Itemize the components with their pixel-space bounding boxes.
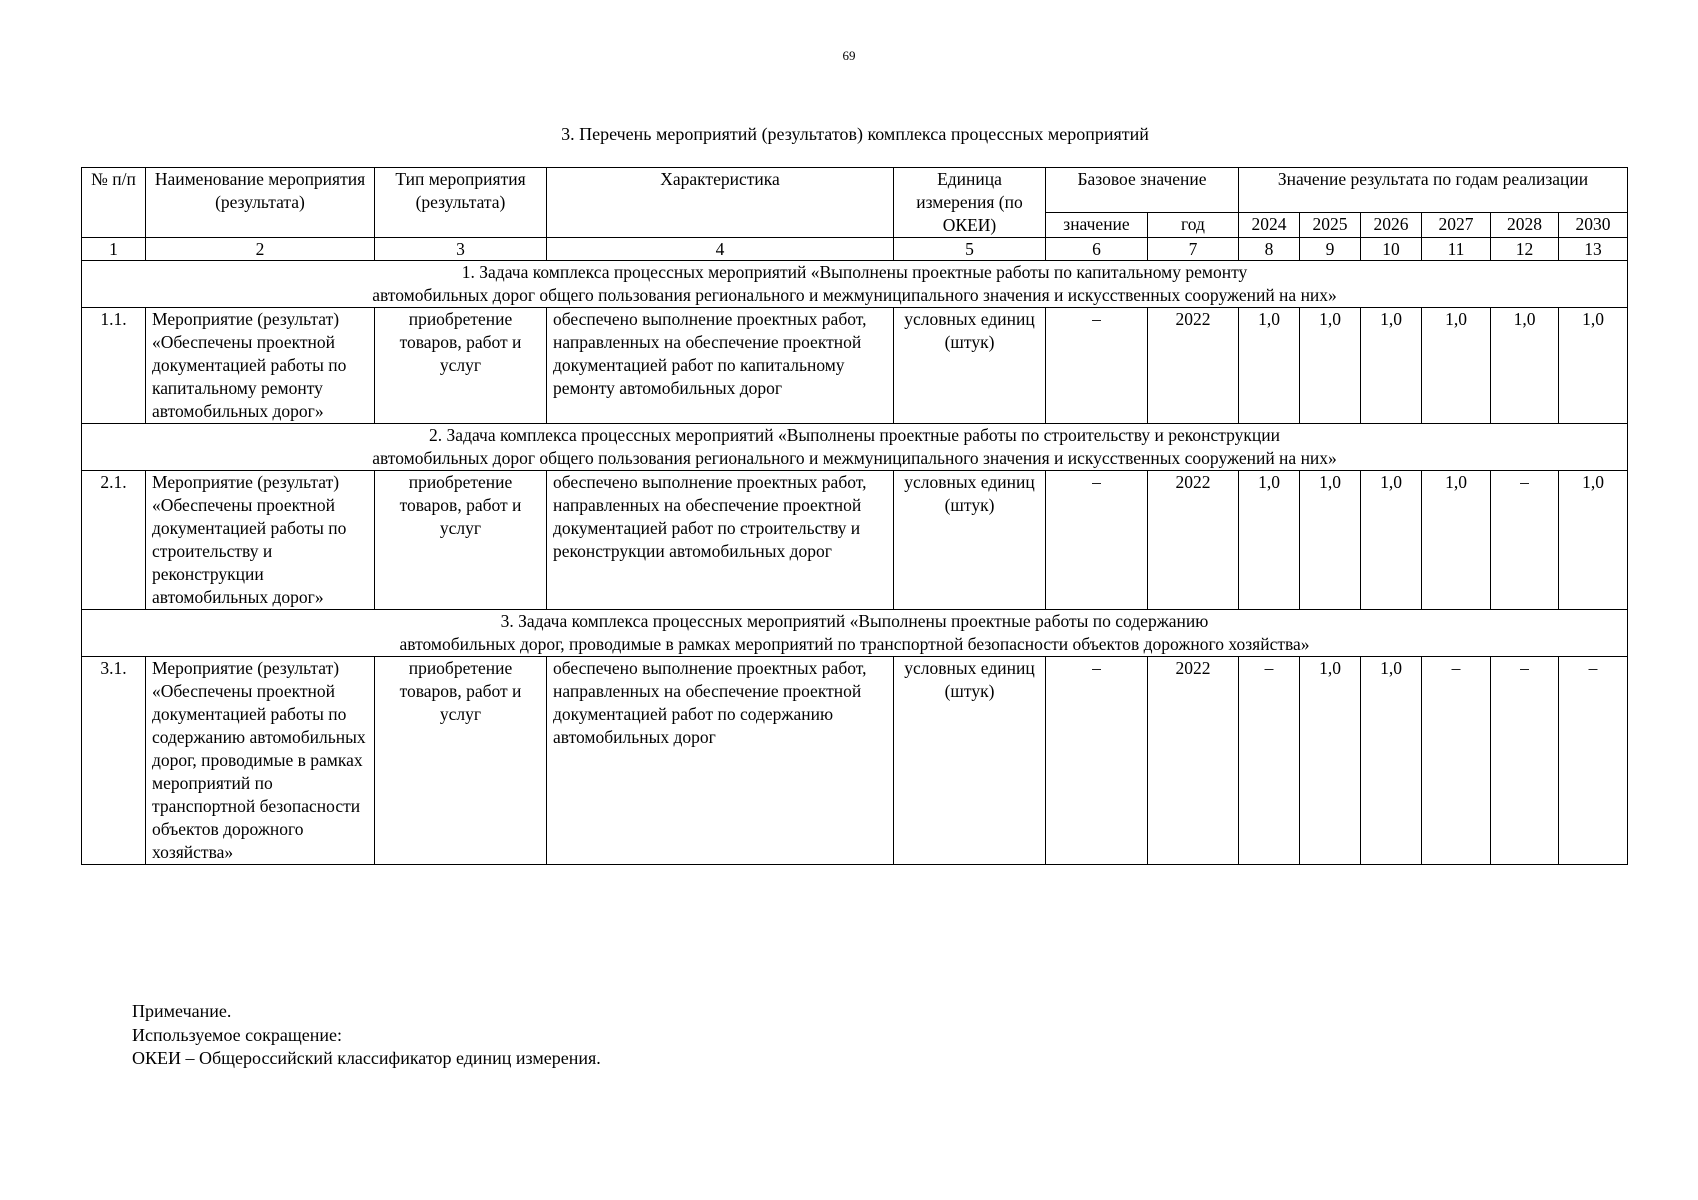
row-value: 1,0 <box>1239 471 1300 610</box>
column-number: 13 <box>1559 238 1628 261</box>
row-value: – <box>1239 657 1300 865</box>
task-row <box>82 261 1628 308</box>
header-year: 2026 <box>1361 213 1422 238</box>
header-unit: Единица измерения (по ОКЕИ) <box>894 168 1046 238</box>
row-characteristic: обеспечено выполнение проектных работ, направленных на обеспечение проектной документацией работ по строительству и реконструкции автомобильных дорог <box>547 471 894 610</box>
row-type: приобретение товаров, работ и услуг <box>375 471 547 610</box>
row-value: – <box>1422 657 1491 865</box>
column-number: 2 <box>146 238 375 261</box>
task-heading-line: автомобильных дорог, проводимые в рамках мероприятий по транспортной безопасности объектов дорожного хозяйства» <box>399 634 1310 654</box>
row-name: Мероприятие (результат) «Обеспечены проектной документацией работы по строительству и реконструкции автомобильных дорог» <box>146 471 375 610</box>
row-unit: условных единиц (штук) <box>894 657 1046 865</box>
row-name: Мероприятие (результат) «Обеспечены проектной документацией работы по содержанию автомобильных дорог, проводимые в рамках мероприятий по транспортной безопасности объектов дорожного хозяйства» <box>146 657 375 865</box>
task-heading-line: автомобильных дорог общего пользования регионального и межмуниципального значения и искусственных сооружений на них» <box>372 448 1337 468</box>
header-year: 2028 <box>1491 213 1559 238</box>
note-line: Используемое сокращение: <box>132 1024 342 1045</box>
header-characteristic: Характеристика <box>547 168 894 238</box>
row-base-year: 2022 <box>1148 308 1239 424</box>
header-base-value: значение <box>1046 213 1148 238</box>
row-num: 2.1. <box>82 471 146 610</box>
row-value: 1,0 <box>1239 308 1300 424</box>
row-value: 1,0 <box>1422 308 1491 424</box>
header-base-year: год <box>1148 213 1239 238</box>
column-number: 5 <box>894 238 1046 261</box>
column-number: 12 <box>1491 238 1559 261</box>
table-row <box>82 471 1628 610</box>
task-heading <box>82 424 1628 471</box>
row-base-value: – <box>1046 657 1148 865</box>
header-num: № п/п <box>82 168 146 238</box>
row-base-value: – <box>1046 308 1148 424</box>
note-line: Примечание. <box>132 1001 232 1021</box>
column-number: 7 <box>1148 238 1239 261</box>
row-value: – <box>1559 657 1628 865</box>
document-title: 3. Перечень мероприятий (результатов) комплекса процессных мероприятий <box>561 124 1149 144</box>
column-number: 3 <box>375 238 547 261</box>
row-unit: условных единиц (штук) <box>894 308 1046 424</box>
page-number: 69 <box>842 48 856 63</box>
header-base: Базовое значение <box>1046 168 1239 213</box>
row-characteristic: обеспечено выполнение проектных работ, направленных на обеспечение проектной документацией работ по содержанию автомобильных дорог <box>547 657 894 865</box>
row-base-year: 2022 <box>1148 471 1239 610</box>
row-base-value: – <box>1046 471 1148 610</box>
row-value: 1,0 <box>1300 308 1361 424</box>
activities-table <box>81 167 1628 865</box>
row-type: приобретение товаров, работ и услуг <box>375 308 547 424</box>
header-year: 2024 <box>1239 213 1300 238</box>
row-characteristic: обеспечено выполнение проектных работ, направленных на обеспечение проектной документацией работ по капитальному ремонту автомобильных дорог <box>547 308 894 424</box>
header-row <box>82 168 1628 213</box>
header-result: Значение результата по годам реализации <box>1239 168 1628 213</box>
row-value: – <box>1491 471 1559 610</box>
row-value: 1,0 <box>1559 471 1628 610</box>
column-number-row <box>82 238 1628 261</box>
notes <box>132 1000 601 1071</box>
task-heading-line: 2. Задача комплекса процессных мероприятий «Выполнены проектные работы по строительству и реконструкции <box>429 425 1280 445</box>
task-heading-line: автомобильных дорог общего пользования регионального и межмуниципального значения и искусственных сооружений на них» <box>372 285 1337 305</box>
column-number: 9 <box>1300 238 1361 261</box>
row-num: 1.1. <box>82 308 146 424</box>
row-value: – <box>1491 657 1559 865</box>
table-row <box>82 308 1628 424</box>
task-heading-line: 1. Задача комплекса процессных мероприятий «Выполнены проектные работы по капитальному ремонту <box>461 262 1248 282</box>
table-row <box>82 657 1628 865</box>
column-number: 8 <box>1239 238 1300 261</box>
header-year: 2027 <box>1422 213 1491 238</box>
row-value: 1,0 <box>1361 471 1422 610</box>
column-number: 4 <box>547 238 894 261</box>
row-num: 3.1. <box>82 657 146 865</box>
column-number: 6 <box>1046 238 1148 261</box>
row-unit: условных единиц (штук) <box>894 471 1046 610</box>
column-number: 10 <box>1361 238 1422 261</box>
header-name: Наименование мероприятия (результата) <box>146 168 375 238</box>
task-heading <box>82 261 1628 308</box>
row-value: 1,0 <box>1300 657 1361 865</box>
row-type: приобретение товаров, работ и услуг <box>375 657 547 865</box>
row-name: Мероприятие (результат) «Обеспечены проектной документацией работы по капитальному ремонту автомобильных дорог» <box>146 308 375 424</box>
header-year: 2030 <box>1559 213 1628 238</box>
header-type: Тип мероприятия (результата) <box>375 168 547 238</box>
task-heading <box>82 610 1628 657</box>
row-value: 1,0 <box>1361 657 1422 865</box>
row-value: 1,0 <box>1491 308 1559 424</box>
task-row <box>82 610 1628 657</box>
header-year: 2025 <box>1300 213 1361 238</box>
column-number: 1 <box>82 238 146 261</box>
row-value: 1,0 <box>1422 471 1491 610</box>
task-row <box>82 424 1628 471</box>
row-value: 1,0 <box>1361 308 1422 424</box>
task-heading-line: 3. Задача комплекса процессных мероприятий «Выполнены проектные работы по содержанию <box>500 611 1209 631</box>
row-base-year: 2022 <box>1148 657 1239 865</box>
row-value: 1,0 <box>1559 308 1628 424</box>
row-value: 1,0 <box>1300 471 1361 610</box>
column-number: 11 <box>1422 238 1491 261</box>
note-line: ОКЕИ – Общероссийский классификатор единиц измерения. <box>132 1048 601 1068</box>
